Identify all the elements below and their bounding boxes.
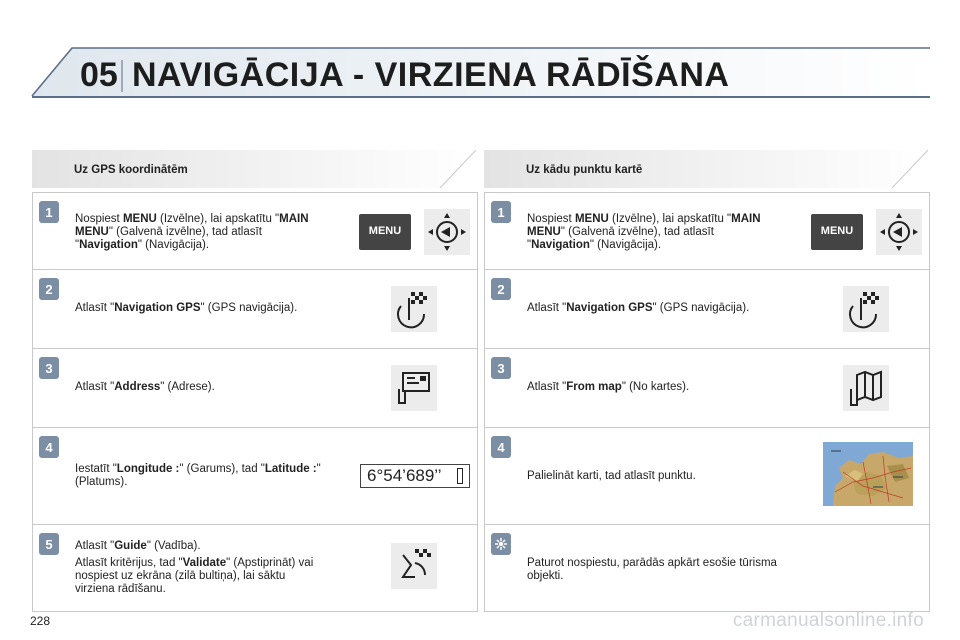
- step-3: [33, 349, 477, 428]
- svg-text:5: 5: [45, 537, 53, 552]
- step-4-badge: [39, 436, 59, 458]
- cursor-icon: [457, 468, 463, 484]
- coordinate-display: [360, 464, 470, 488]
- step-2: [33, 270, 477, 349]
- steps-list: [484, 192, 930, 612]
- chapter-number: 05: [80, 56, 118, 94]
- section-heading: Uz kādu punktu kartē: [526, 164, 643, 176]
- step-1-text: Nospiest MENU (Izvēlne), lai apskatītu "MAIN MENU" (Galvenā izvēlne), tad atlasīt "Navigation" (Navigācija).: [527, 213, 761, 251]
- step-1: [33, 193, 477, 270]
- step-tip: [485, 525, 929, 611]
- europe-map-image: [823, 442, 913, 506]
- step-4: [485, 428, 929, 525]
- step-2: [485, 270, 929, 349]
- step-4-text: Palielināt karti, tad atlasīt punktu.: [527, 470, 696, 482]
- svg-text:2: 2: [497, 282, 505, 297]
- step-1-text: Nospiest MENU (Izvēlne), lai apskatītu "MAIN MENU" (Galvenā izvēlne), tad atlasīt "Navigation" (Navigācija).: [75, 213, 309, 251]
- step-2-badge: [39, 278, 59, 300]
- chapter-header: [0, 0, 960, 110]
- step-2-text: Atlasīt "Navigation GPS" (GPS navigācija).: [527, 302, 750, 314]
- step-3-text: Atlasīt "From map" (No kartes).: [527, 381, 690, 393]
- svg-text:4: 4: [497, 440, 505, 455]
- page-title: NAVIGĀCIJA - VIRZIENA RĀDĪŠANA: [132, 56, 730, 94]
- joystick-icon: [876, 209, 922, 255]
- step-3-badge: [491, 357, 511, 379]
- tip-text: Paturot nospiestu, parādās apkārt esošie tūrisma objekti.: [527, 557, 777, 582]
- step-5-badge: [39, 533, 59, 555]
- step-5: [33, 525, 477, 611]
- step-5-text: Atlasīt "Guide" (Vadība). Atlasīt kritērijus, tad "Validate" (Apstiprināt) vai nospiest uz ekrāna (zilā bultiņa), lai sāktu virziena rādīšanu.: [75, 540, 314, 595]
- navigation-gps-icon: [391, 286, 437, 332]
- from-map-icon: [843, 365, 889, 411]
- navigation-gps-icon: [843, 286, 889, 332]
- svg-text:2: 2: [45, 282, 53, 297]
- page-number: 228: [30, 614, 51, 628]
- column-heading: [484, 150, 928, 188]
- watermark: carmanualsonline.info: [732, 610, 924, 631]
- step-4: [33, 428, 477, 525]
- svg-text:3: 3: [497, 361, 505, 376]
- step-2-badge: [491, 278, 511, 300]
- svg-text:1: 1: [45, 205, 53, 220]
- step-3-text: Atlasīt "Address" (Adrese).: [75, 381, 215, 393]
- step-1-badge: [491, 201, 511, 223]
- menu-button-icon: MENU: [811, 214, 863, 250]
- tip-badge: [491, 533, 511, 555]
- guide-icon: [391, 543, 437, 589]
- coordinate-value: 6°54’689’’: [367, 466, 442, 485]
- step-1-badge: [39, 201, 59, 223]
- step-1: [485, 193, 929, 270]
- menu-button-icon: MENU: [359, 214, 411, 250]
- step-2-text: Atlasīt "Navigation GPS" (GPS navigācija).: [75, 302, 298, 314]
- svg-text:4: 4: [45, 440, 53, 455]
- address-icon: [391, 365, 437, 411]
- svg-text:1: 1: [497, 205, 505, 220]
- svg-text:3: 3: [45, 361, 53, 376]
- step-3-badge: [39, 357, 59, 379]
- step-4-badge: [491, 436, 511, 458]
- section-heading: Uz GPS koordinātēm: [74, 164, 188, 176]
- joystick-icon: [424, 209, 470, 255]
- steps-list: [32, 192, 478, 612]
- column-heading: [32, 150, 476, 188]
- step-3: [485, 349, 929, 428]
- step-4-text: Iestatīt "Longitude :" (Garums), tad "Latitude :" (Platums).: [75, 463, 321, 488]
